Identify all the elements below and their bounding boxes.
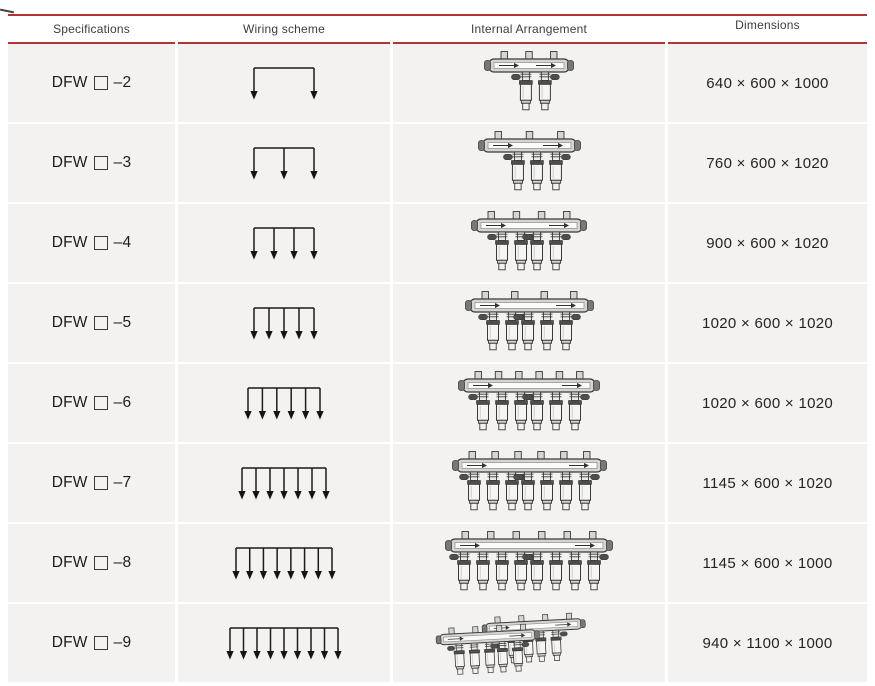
spec-cell xyxy=(8,524,175,602)
spec-prefix: DFW xyxy=(51,474,88,491)
header-internal-arrangement: Internal Arrangement xyxy=(470,22,588,36)
table-body xyxy=(8,44,867,682)
dimensions-cell xyxy=(668,44,867,122)
spec-cell xyxy=(8,364,175,442)
internal-arrangement-drawing xyxy=(480,47,578,119)
arrangement-cell xyxy=(393,524,665,602)
spec-suffix: –6 xyxy=(113,394,132,411)
spec-suffix: –5 xyxy=(113,314,132,331)
dimensions-cell xyxy=(668,524,867,602)
spec-box-icon xyxy=(94,316,108,330)
wiring-cell xyxy=(178,524,390,602)
spec-label xyxy=(52,634,132,652)
dimensions-value: 760 × 600 × 1020 xyxy=(706,154,829,172)
spec-cell xyxy=(8,284,175,362)
spec-label xyxy=(52,314,132,332)
spec-prefix: DFW xyxy=(51,74,88,91)
spec-cell xyxy=(8,604,175,682)
spec-label xyxy=(52,234,132,252)
dimensions-cell xyxy=(668,604,867,682)
wiring-scheme-diagram xyxy=(223,625,345,661)
spec-suffix: –8 xyxy=(113,554,132,571)
dimensions-value: 940 × 1100 × 1000 xyxy=(702,634,833,652)
spec-box-icon xyxy=(94,396,108,410)
spec-box-icon xyxy=(94,556,108,570)
spec-cell xyxy=(8,204,175,282)
spec-label xyxy=(52,554,132,572)
spec-cell xyxy=(8,44,175,122)
internal-arrangement-drawing xyxy=(461,287,598,359)
internal-arrangement-drawing xyxy=(467,207,591,279)
wiring-cell xyxy=(178,44,390,122)
spec-prefix: DFW xyxy=(51,554,88,571)
spec-suffix: –2 xyxy=(113,74,132,91)
dimensions-value: 1020 × 600 × 1020 xyxy=(701,394,834,412)
spec-label xyxy=(52,474,132,492)
arrangement-cell xyxy=(393,204,665,282)
arrangement-cell xyxy=(393,444,665,522)
spec-box-icon xyxy=(94,76,108,90)
spec-box-icon xyxy=(94,476,108,490)
spec-label xyxy=(52,394,132,412)
wiring-scheme-diagram xyxy=(247,225,321,261)
wiring-scheme-diagram xyxy=(247,305,321,341)
dimensions-value: 1145 × 600 × 1020 xyxy=(702,474,833,492)
spec-label xyxy=(52,74,132,92)
table-header xyxy=(8,16,867,42)
spec-prefix: DFW xyxy=(51,154,88,171)
arrangement-cell xyxy=(393,604,665,682)
spec-suffix: –9 xyxy=(113,634,132,651)
internal-arrangement-drawing xyxy=(454,367,604,439)
internal-arrangement-drawing xyxy=(448,447,611,519)
wiring-cell xyxy=(178,204,390,282)
wiring-cell xyxy=(178,124,390,202)
dimensions-value: 900 × 600 × 1020 xyxy=(706,234,829,252)
spec-prefix: DFW xyxy=(51,634,88,651)
spec-prefix: DFW xyxy=(51,314,88,331)
header-wiring-scheme: Wiring scheme xyxy=(243,22,325,36)
spec-label xyxy=(52,154,132,172)
spec-prefix: DFW xyxy=(51,394,88,411)
spec-suffix: –7 xyxy=(113,474,132,491)
spec-box-icon xyxy=(94,156,108,170)
wiring-scheme-diagram xyxy=(229,545,339,581)
arrangement-cell xyxy=(393,364,665,442)
dimensions-value: 1020 × 600 × 1020 xyxy=(701,314,834,332)
dimensions-cell xyxy=(668,204,867,282)
dimensions-cell xyxy=(668,364,867,442)
wiring-cell xyxy=(178,284,390,362)
wiring-scheme-diagram xyxy=(235,465,333,501)
spec-suffix: –3 xyxy=(113,154,132,171)
spec-cell xyxy=(8,444,175,522)
wiring-scheme-diagram xyxy=(247,145,321,181)
dimensions-value: 1145 × 600 × 1000 xyxy=(702,554,833,572)
dimensions-value: 640 × 600 × 1000 xyxy=(706,74,829,92)
dimensions-cell xyxy=(668,284,867,362)
arrangement-cell xyxy=(393,44,665,122)
spec-box-icon xyxy=(94,636,108,650)
internal-arrangement-drawing xyxy=(474,127,585,199)
corner-mark-icon xyxy=(0,9,14,14)
wiring-scheme-diagram xyxy=(241,385,327,421)
wiring-scheme-diagram xyxy=(247,65,321,101)
wiring-cell xyxy=(178,604,390,682)
spec-suffix: –4 xyxy=(113,234,132,251)
wiring-cell xyxy=(178,444,390,522)
spec-prefix: DFW xyxy=(51,234,88,251)
internal-arrangement-drawing xyxy=(441,527,617,599)
wiring-cell xyxy=(178,364,390,442)
dimensions-cell xyxy=(668,444,867,522)
internal-arrangement-drawing xyxy=(429,606,629,680)
arrangement-cell xyxy=(393,124,665,202)
header-specifications: Specifications xyxy=(53,22,130,36)
spec-cell xyxy=(8,124,175,202)
spec-box-icon xyxy=(94,236,108,250)
header-dimensions: Dimensions xyxy=(735,18,800,32)
dimensions-cell xyxy=(668,124,867,202)
arrangement-cell xyxy=(393,284,665,362)
